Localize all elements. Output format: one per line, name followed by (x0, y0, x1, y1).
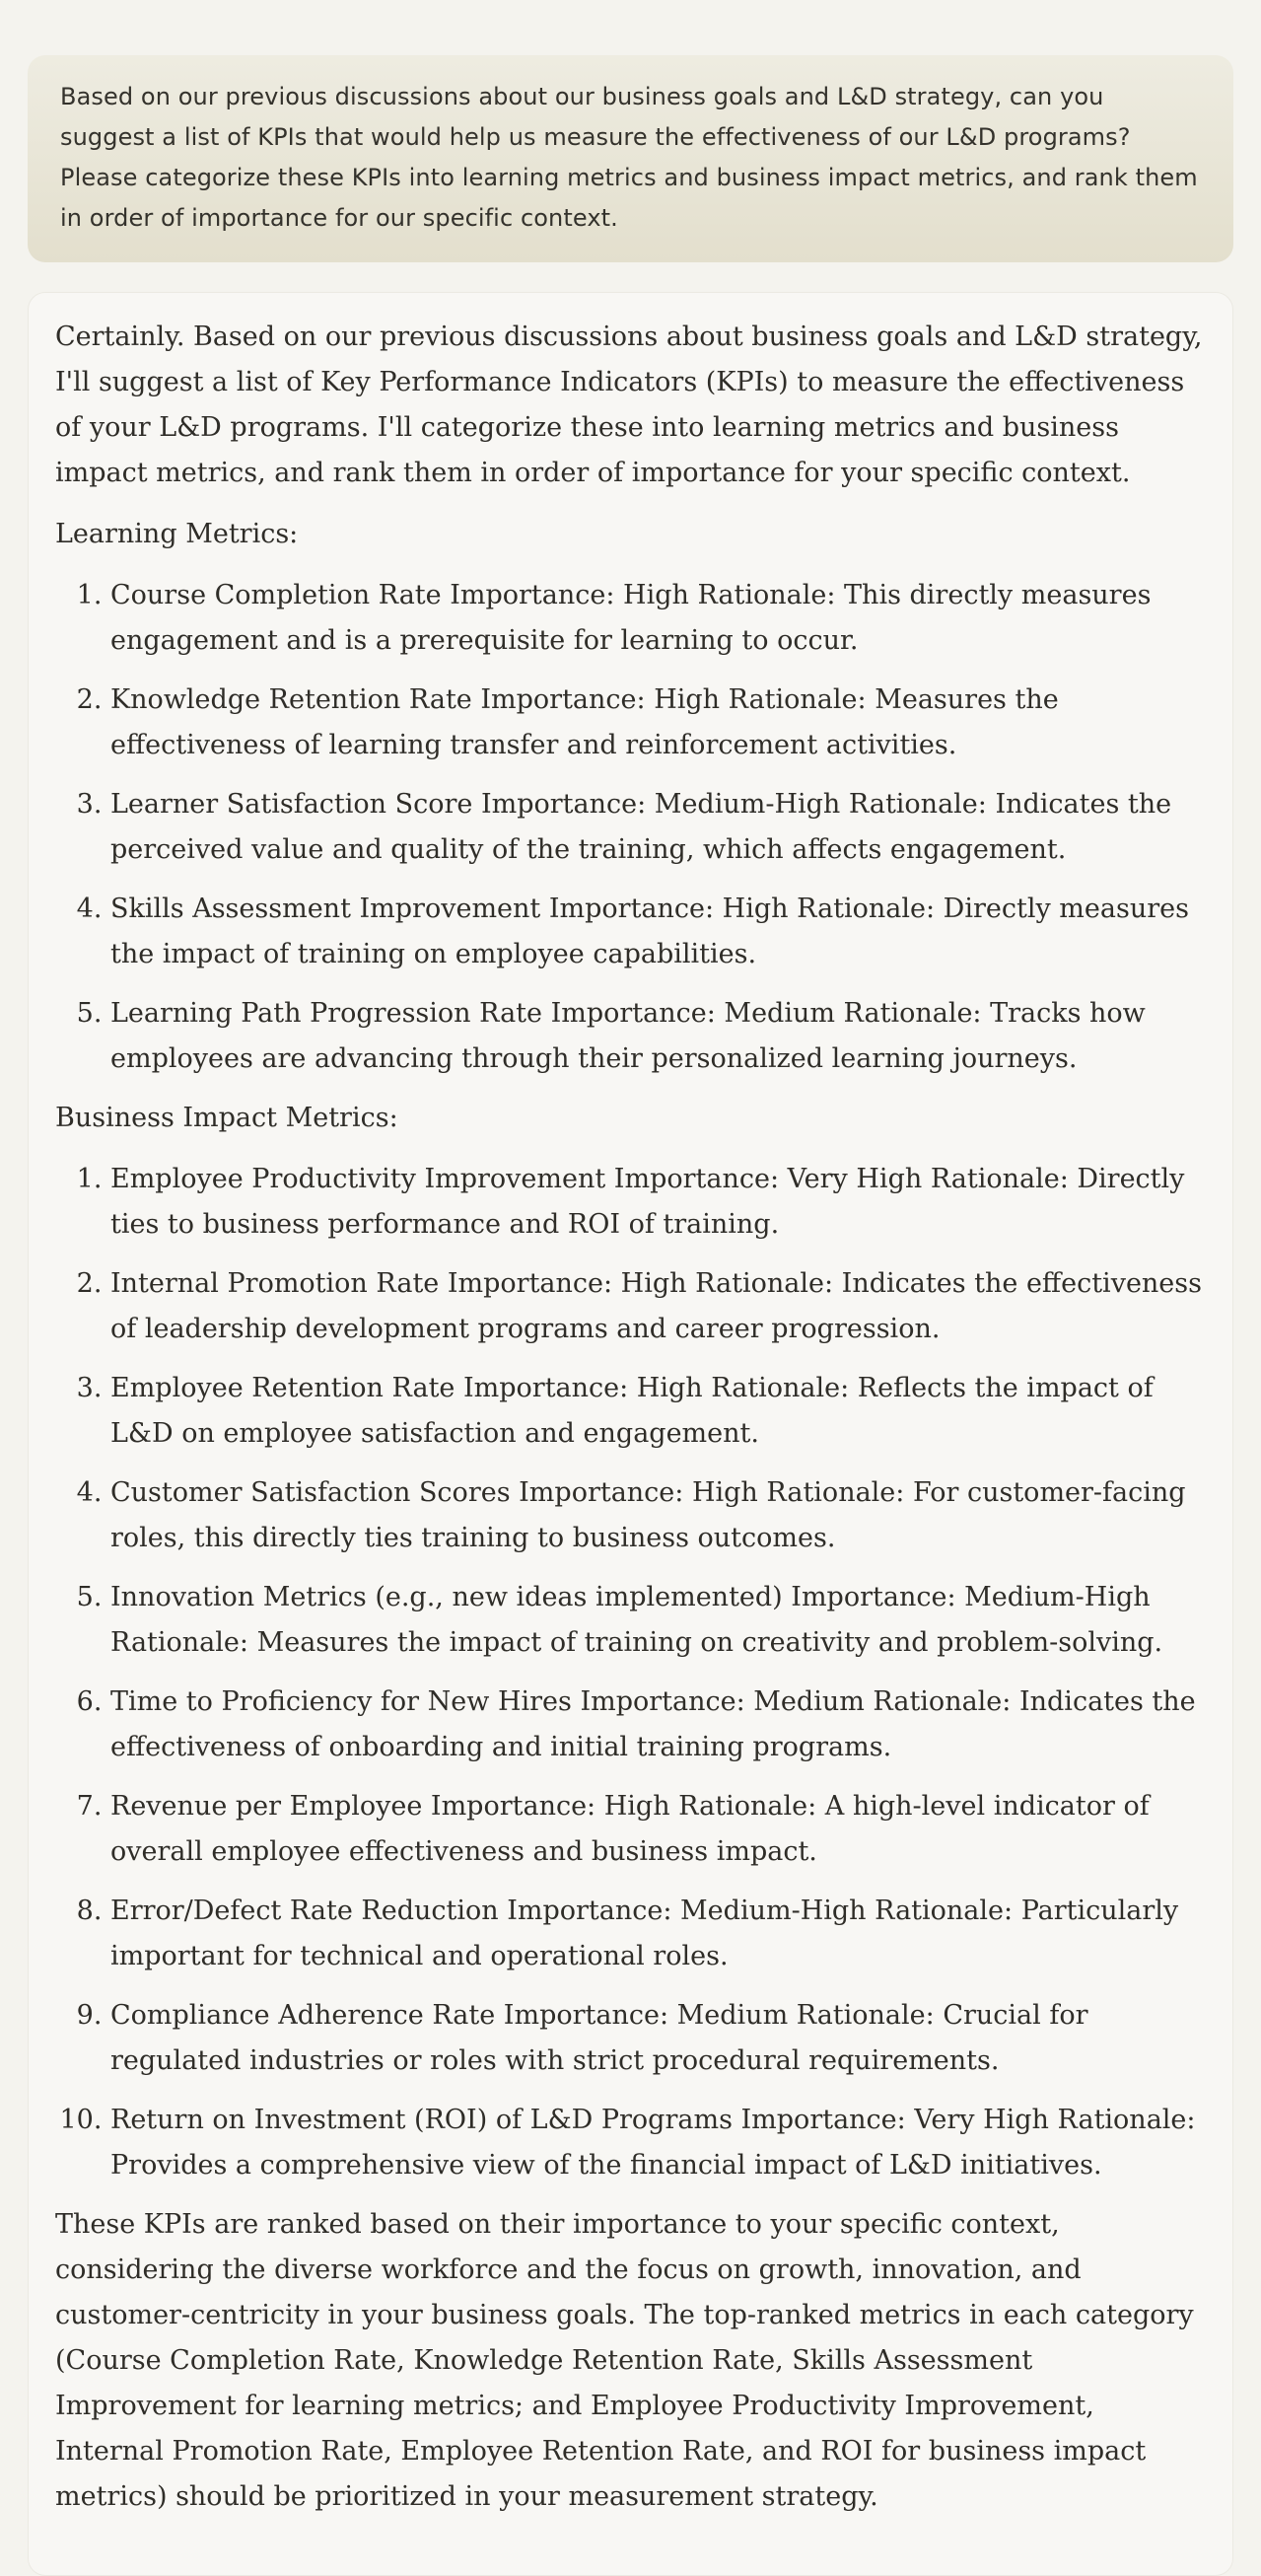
user-message-bubble (28, 55, 1233, 262)
list-item: 5. Learning Path Progression Rate Importance: Medium Rationale: Tracks how employees are advancing through their personalized learning journeys. (110, 991, 1206, 1082)
learning-metrics-list (55, 573, 1206, 1082)
list-item: 5. Innovation Metrics (e.g., new ideas implemented) Importance: Medium-High Rationale: Measures the impact of training on creativity and problem-solving. (110, 1575, 1206, 1666)
business-impact-metrics-heading: Business Impact Metrics: (55, 1103, 398, 1133)
list-item: 1. Employee Productivity Improvement Importance: Very High Rationale: Directly ties to business performance and ROI of training. (110, 1157, 1206, 1248)
list-item: 9. Compliance Adherence Rate Importance: Medium Rationale: Crucial for regulated industries or roles with strict procedural requirements. (110, 1993, 1206, 2084)
list-item: 7. Revenue per Employee Importance: High Rationale: A high-level indicator of overall employee effectiveness and business impact. (110, 1784, 1206, 1875)
list-item: 6. Time to Proficiency for New Hires Importance: Medium Rationale: Indicates the effectiveness of onboarding and initial training programs. (110, 1680, 1206, 1770)
list-item: 2. Knowledge Retention Rate Importance: High Rationale: Measures the effectiveness of learning transfer and reinforcement activities. (110, 678, 1206, 768)
list-item: 3. Learner Satisfaction Score Importance: Medium-High Rationale: Indicates the perceived value and quality of the training, which affects engagement. (110, 782, 1206, 873)
list-item: 8. Error/Defect Rate Reduction Importance: Medium-High Rationale: Particularly important for technical and operational roles. (110, 1889, 1206, 1979)
list-item: 4. Skills Assessment Improvement Importance: High Rationale: Directly measures the impact of training on employee capabilities. (110, 887, 1206, 977)
list-item: 10. Return on Investment (ROI) of L&D Programs Importance: Very High Rationale: Provides a comprehensive view of the financial impact of L&D initiatives. (110, 2098, 1206, 2188)
business-impact-metrics-list (55, 1157, 1206, 2188)
list-item: 2. Internal Promotion Rate Importance: High Rationale: Indicates the effectiveness of leadership development programs and career progression. (110, 1261, 1206, 1352)
assistant-message-card (28, 292, 1233, 2576)
user-message-text: Based on our previous discussions about our business goals and L&D strategy, can you suggest a list of KPIs that would help us measure the effectiveness of our L&D programs? Please categorize these KPIs into learning metrics and business impact metrics, and rank them in order of importance for our specific context. (60, 83, 1198, 232)
learning-metrics-heading: Learning Metrics: (55, 519, 299, 549)
assistant-conclusion: These KPIs are ranked based on their importance to your specific context, considering the diverse workforce and the focus on growth, innovation, and customer-centricity in your business goals. The top-ranked metrics in each category (Course Completion Rate, Knowledge Retention Rate, Skills Assessment Improvement for learning metrics; and Employee Productivity Improvement, Internal Promotion Rate, Employee Retention Rate, and ROI for business impact metrics) should be prioritized in your measurement strategy. (55, 2209, 1194, 2512)
assistant-intro: Certainly. Based on our previous discussions about business goals and L&D strategy, I'll suggest a list of Key Performance Indicators (KPIs) to measure the effectiveness of your L&D programs. I'll categorize these into learning metrics and business impact metrics, and rank them in order of importance for your specific context. (55, 322, 1203, 488)
list-item: 3. Employee Retention Rate Importance: High Rationale: Reflects the impact of L&D on employee satisfaction and engagement. (110, 1366, 1206, 1457)
list-item: 1. Course Completion Rate Importance: High Rationale: This directly measures engagement and is a prerequisite for learning to occur. (110, 573, 1206, 664)
list-item: 4. Customer Satisfaction Scores Importance: High Rationale: For customer-facing roles, this directly ties training to business outcomes. (110, 1470, 1206, 1561)
